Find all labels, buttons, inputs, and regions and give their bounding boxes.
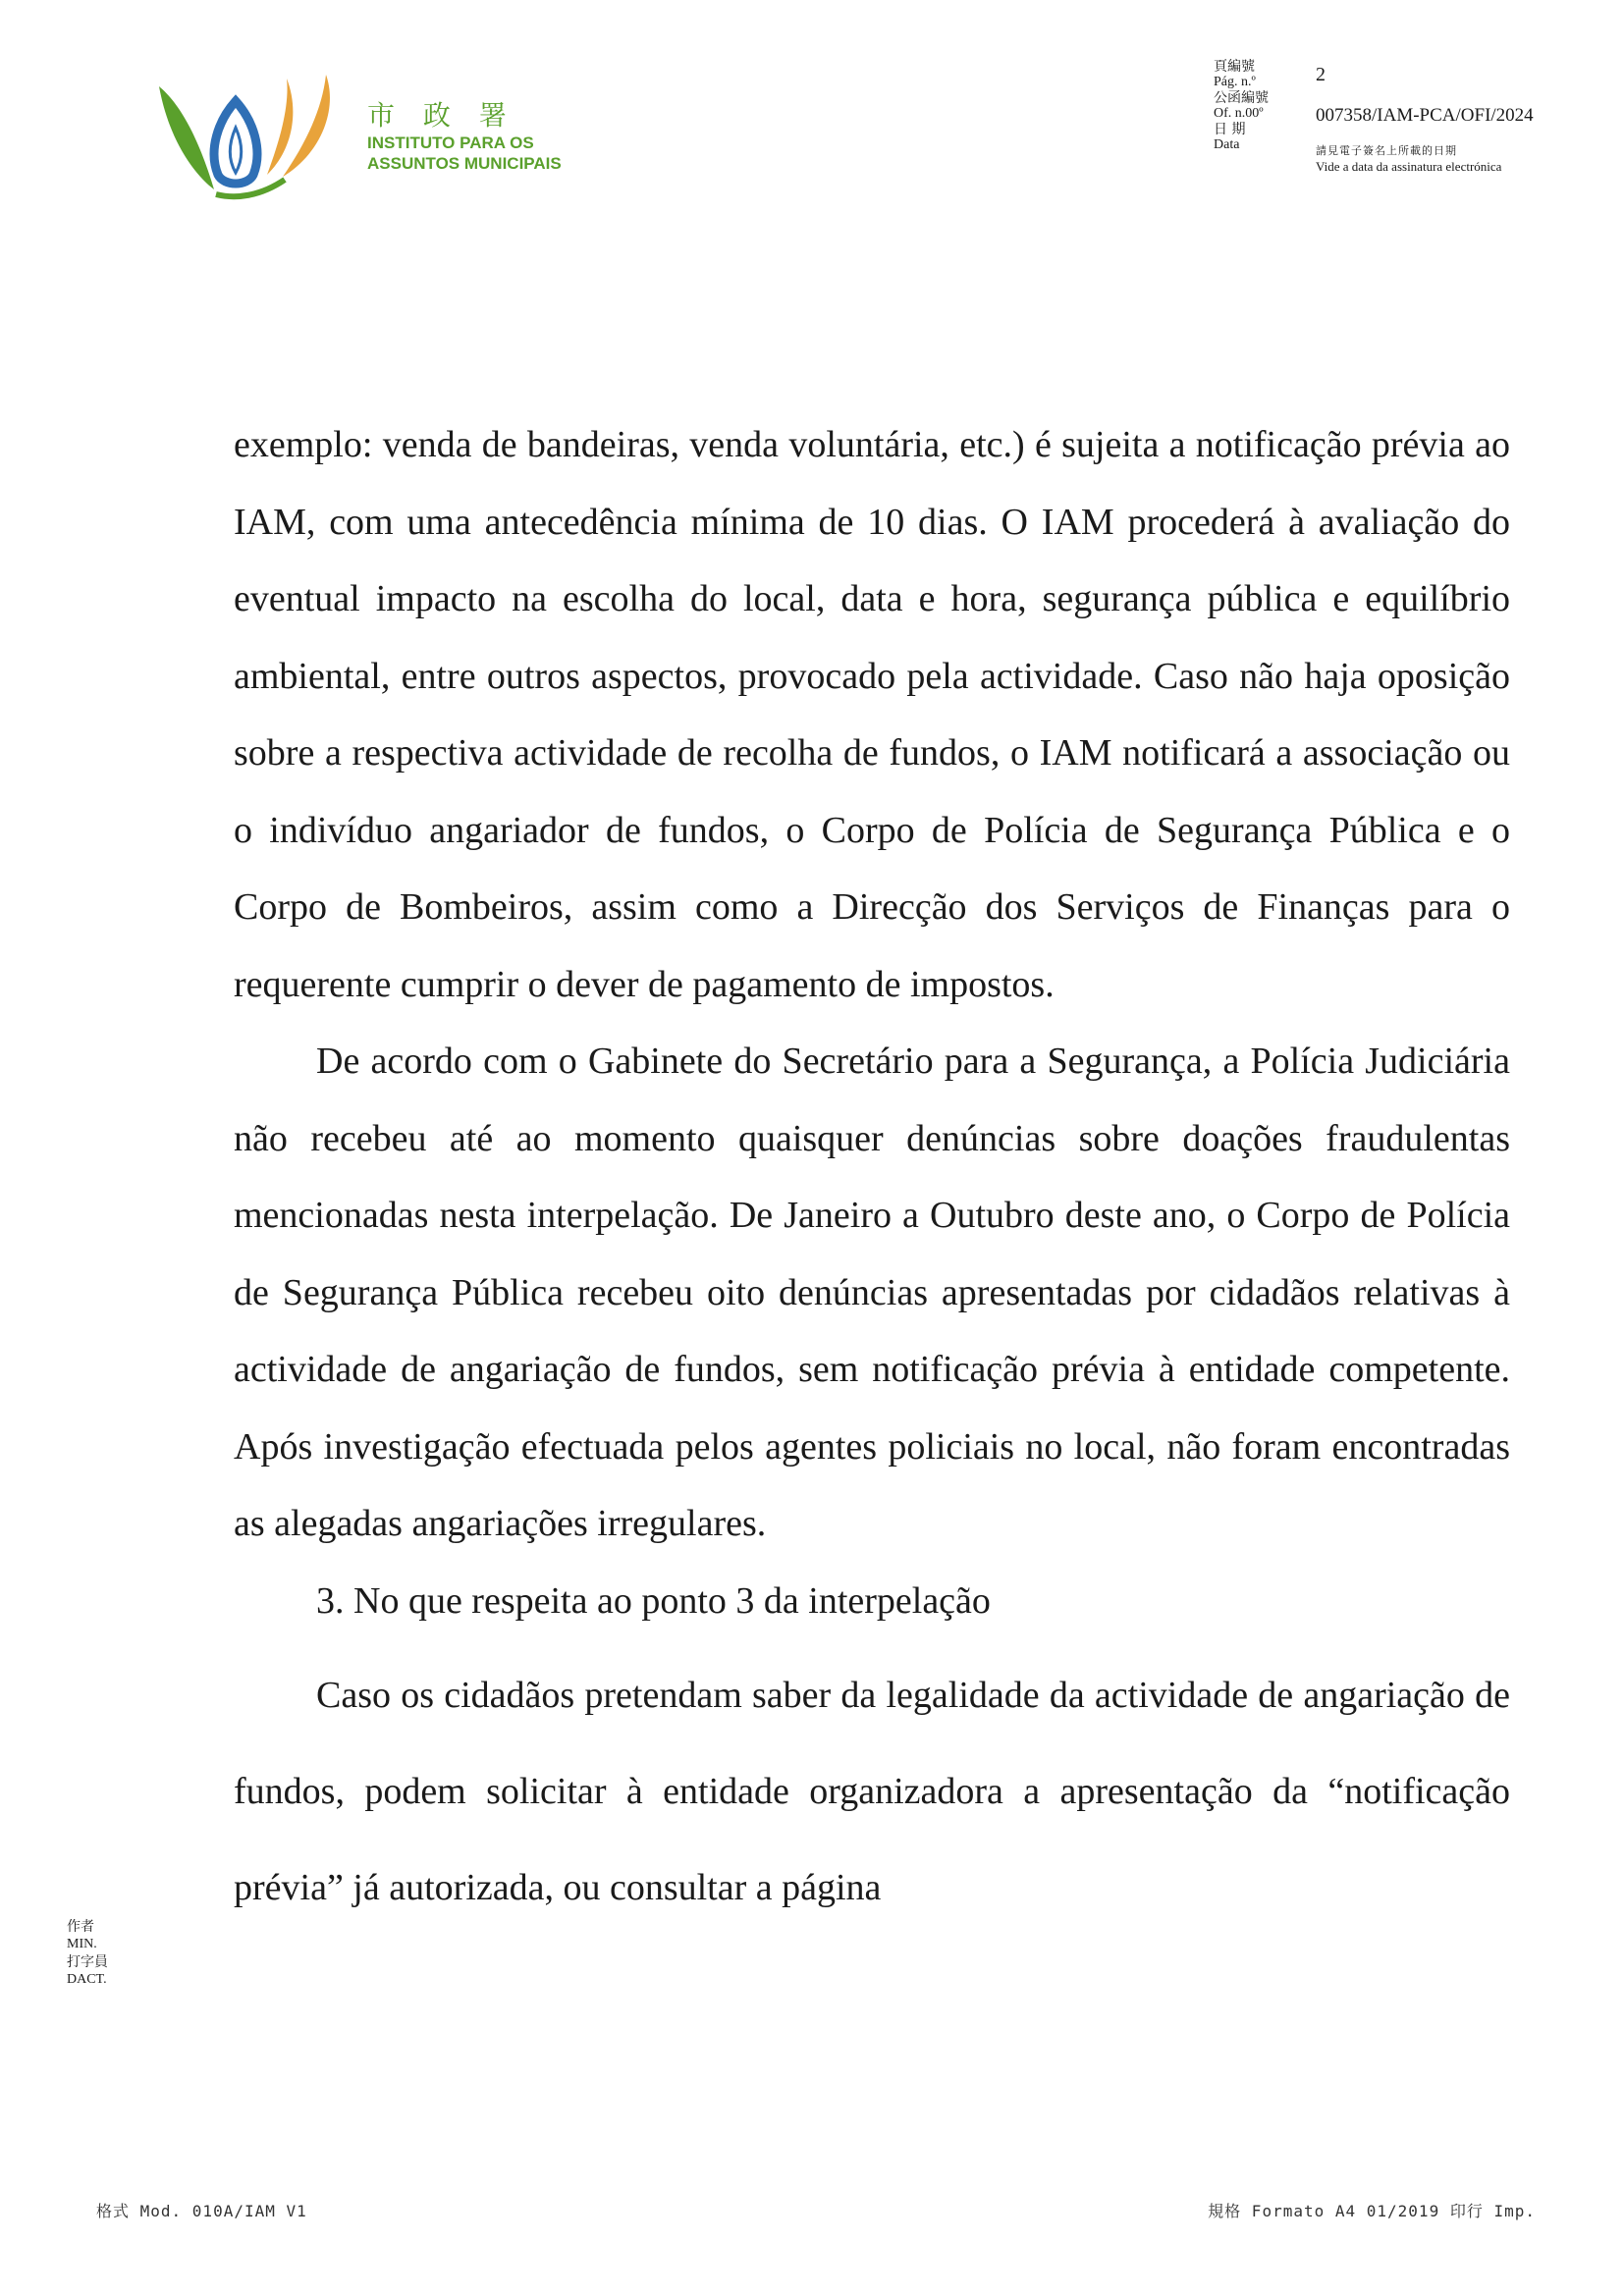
paragraph-3: Caso os cidadãos pretendam saber da legalidade da actividade de angariação de fundos, podem solicitar à entidade organizadora a apresentação da “notificação prévia” já autorizada, ou consultar a página xyxy=(234,1675,1510,1908)
author-typist-note xyxy=(67,1918,108,1989)
logo-name-pt-line2: ASSUNTOS MUNICIPAIS xyxy=(367,154,562,173)
paragraph-2: De acordo com o Gabinete do Secretário para a Segurança, a Polícia Judiciária não recebeu até ao momento quaisquer denúncias sobre doações fraudulentas mencionadas nesta interpelação. De Janeiro a Outubro deste ano, o Corpo de Polícia de Segurança Pública recebeu oito denúncias apresentadas por cidadãos relativas à actividade de angariação de fundos, sem notificação prévia à entidade competente. Após investigação efectuada pelos agentes policiais no local, não foram encontradas as alegadas angariações irregulares. xyxy=(234,1041,1510,1544)
logo-name-pt-line1: INSTITUTO PARA OS xyxy=(367,133,534,152)
author-label-pt: MIN. xyxy=(67,1937,97,1951)
section-heading-3: 3. No que respeita ao ponto 3 da interpelação xyxy=(316,1579,991,1622)
page-label-cn: 頁編號 xyxy=(1214,59,1255,75)
author-label-cn: 作者 xyxy=(67,1919,94,1935)
footer-form-code: 格式 Mod. 010A/IAM V1 xyxy=(96,2202,307,2220)
date-value-pt: Vide a data da assinatura electrónica xyxy=(1316,159,1502,174)
meta-labels xyxy=(1214,59,1302,153)
logo-text xyxy=(367,100,562,173)
page-label-pt: Pág. n.º xyxy=(1214,75,1256,89)
iam-logo xyxy=(157,57,569,204)
date-label-pt: Data xyxy=(1214,137,1240,152)
typist-label-pt: DACT. xyxy=(67,1972,107,1987)
page-number: 2 xyxy=(1316,64,1326,85)
logo-name-cn: 市 政 署 xyxy=(367,99,516,132)
ref-label-pt: Of. n.00º xyxy=(1214,106,1264,121)
ref-label-cn: 公函編號 xyxy=(1214,90,1269,106)
typist-label-cn: 打字員 xyxy=(67,1954,108,1970)
letter-body xyxy=(234,406,1510,1936)
iam-emblem-icon xyxy=(157,57,363,204)
paragraph-1: exemplo: venda de bandeiras, venda voluntária, etc.) é sujeita a notificação prévia ao IAM, com uma antecedência mínima de 10 dias. O IAM procederá à avaliação do eventual impacto na escolha do local, data e hora, segurança pública e equilíbrio ambiental, entre outros aspectos, provocado pela actividade. Caso não haja oposição sobre a respectiva actividade de recolha de fundos, o IAM notificará a associação ou o indivíduo angariador de fundos, o Corpo de Polícia de Segurança Pública e o Corpo de Bombeiros, assim como a Direcção dos Serviços de Finanças para o requerente cumprir o dever de pagamento de impostos. xyxy=(234,424,1510,1005)
reference-number: 007358/IAM-PCA/OFI/2024 xyxy=(1316,105,1534,126)
date-label-cn: 日 期 xyxy=(1214,122,1246,137)
footer-format-info: 規格 Formato A4 01/2019 印行 Imp. xyxy=(1208,2202,1536,2220)
date-value-cn: 請見電子簽名上所載的日期 xyxy=(1316,144,1457,157)
